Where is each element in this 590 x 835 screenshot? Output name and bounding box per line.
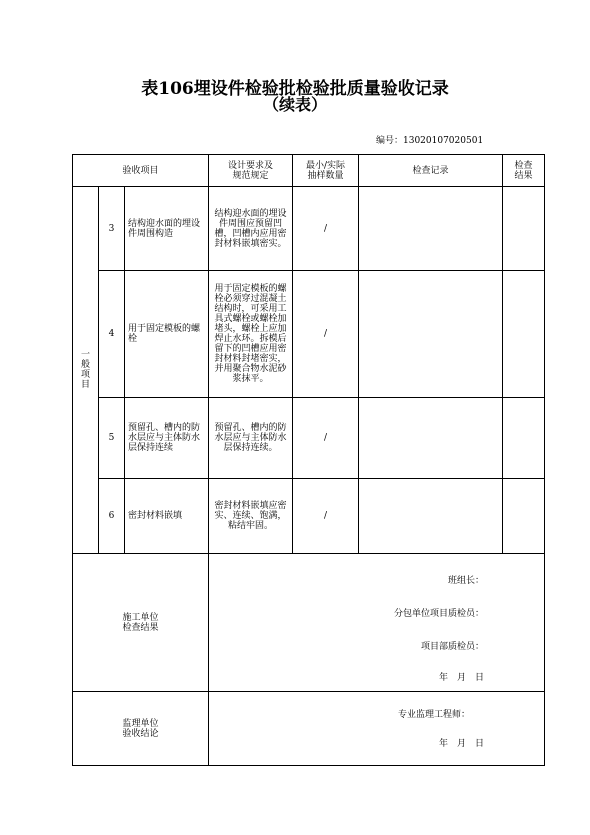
- supervisor-label: 专业监理工程师：: [398, 710, 471, 720]
- construction-date: 年 月 日: [439, 673, 485, 683]
- table-row: [73, 398, 545, 479]
- row-requirement: 用于固定模板的螺栓必须穿过混凝土结构时，可采用工具式螺栓或螺栓加堵头，螺栓上应加焊止水环。拆模后留下的凹槽应用密封材料封堵密实，并用聚合物水泥砂浆抹平。: [209, 271, 293, 398]
- row-sample: /: [293, 187, 359, 271]
- construction-signature-area[interactable]: [209, 554, 545, 692]
- row-sample: /: [293, 479, 359, 554]
- row-result[interactable]: [503, 187, 545, 271]
- page-title: 表106埋设件检验批检验批质量验收记录: [141, 79, 449, 99]
- team-leader-label: 班组长：: [448, 576, 485, 586]
- supervision-unit-label: 监理单位 验收结论: [73, 692, 209, 766]
- construction-unit-label: 施工单位 检查结果: [73, 554, 209, 692]
- row-sample: /: [293, 271, 359, 398]
- supervision-signature-area[interactable]: [209, 692, 545, 766]
- header-item: 验收项目: [73, 155, 209, 187]
- table-row: [73, 479, 545, 554]
- page-subtitle: （续表）: [262, 95, 327, 114]
- row-requirement: 结构迎水面的埋设件周围应预留凹槽，凹槽内应用密封材料嵌填密实。: [209, 187, 293, 271]
- row-requirement: 预留孔、槽内的防水层应与主体防水层保持连续。: [209, 398, 293, 479]
- header-result: 检查 结果: [503, 155, 545, 187]
- row-result[interactable]: [503, 271, 545, 398]
- row-item: 预留孔、槽内的防水层应与主体防水层保持连续: [125, 398, 209, 479]
- row-number: 3: [99, 187, 125, 271]
- row-record[interactable]: [359, 187, 503, 271]
- row-requirement: 密封材料嵌填应密实、连续、饱满，粘结牢固。: [209, 479, 293, 554]
- row-record[interactable]: [359, 271, 503, 398]
- sub-inspector-label: 分包单位项目质检员：: [394, 609, 485, 619]
- row-record[interactable]: [359, 398, 503, 479]
- header-row: [73, 155, 545, 187]
- header-sample: 最小/实际 抽样数量: [293, 155, 359, 187]
- row-result[interactable]: [503, 479, 545, 554]
- document-number: 编号：13020107020501: [376, 136, 484, 146]
- supervision-row: [73, 692, 545, 766]
- row-number: 4: [99, 271, 125, 398]
- row-record[interactable]: [359, 479, 503, 554]
- header-record: 检查记录: [359, 155, 503, 187]
- dept-inspector-label: 项目部质检员：: [421, 642, 485, 652]
- supervision-date: 年 月 日: [439, 739, 485, 749]
- table-row: [73, 271, 545, 398]
- row-number: 6: [99, 479, 125, 554]
- table-row: [73, 187, 545, 271]
- row-item: 密封材料嵌填: [125, 479, 209, 554]
- row-result[interactable]: [503, 398, 545, 479]
- row-sample: /: [293, 398, 359, 479]
- row-number: 5: [99, 398, 125, 479]
- header-requirement: 设计要求及 规范规定: [209, 155, 293, 187]
- construction-row: [73, 554, 545, 692]
- category-label: 一 般 项 目: [73, 187, 99, 554]
- row-item: 结构迎水面的埋设件周围构造: [125, 187, 209, 271]
- inspection-table: [72, 154, 545, 766]
- row-item: 用于固定模板的螺栓: [125, 271, 209, 398]
